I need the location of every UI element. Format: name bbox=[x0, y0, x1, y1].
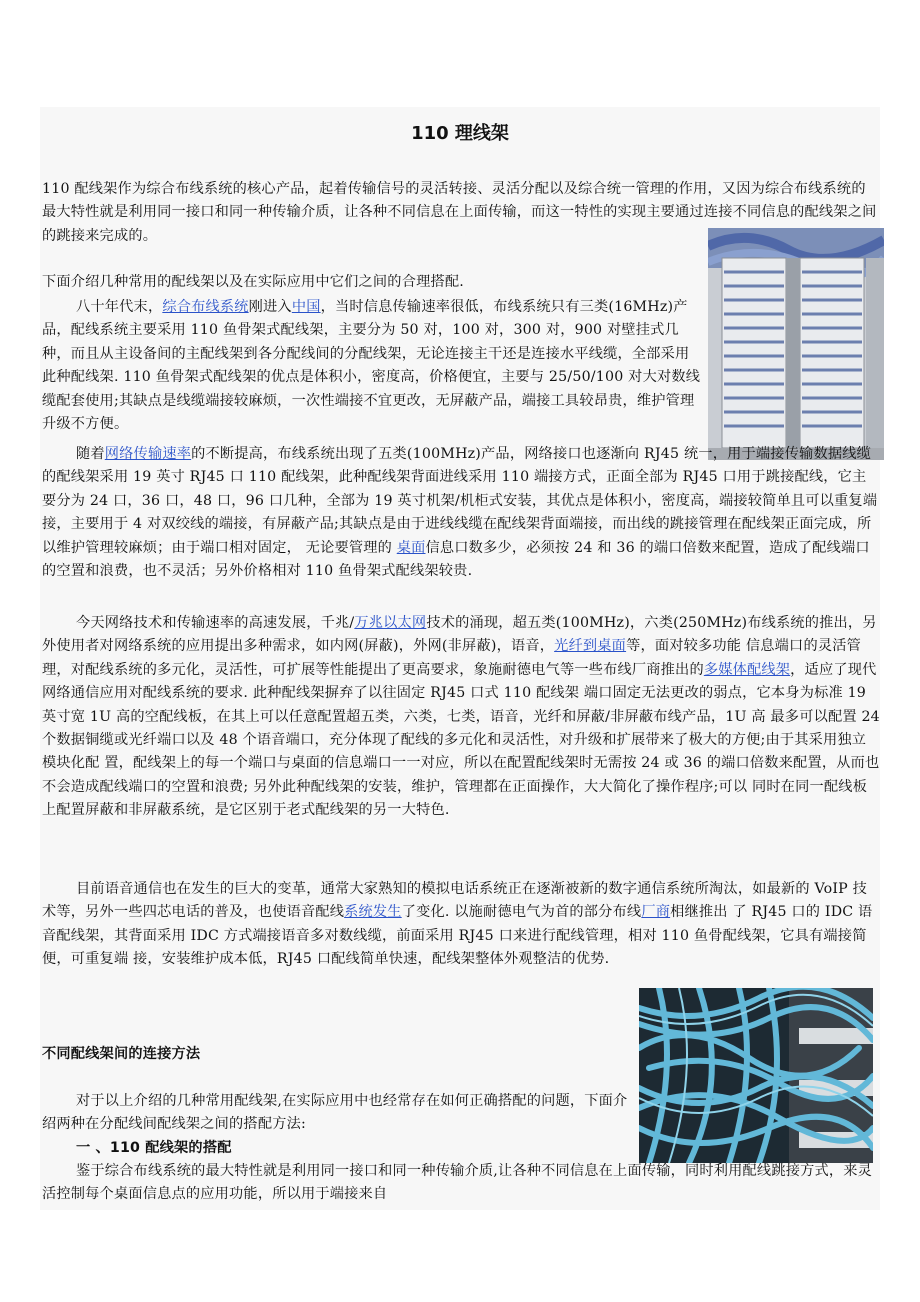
p2-text-b: 的不断提高，布线系统出现了五类(100MHz)产品，网络接口也逐渐向 RJ45 统一，用于端接传输数据线缆的配线架采用 19 英寸 RJ45 口 110 配线架，此种配线架背面进线采用 110 端接方式，正面全部为 RJ45 口用于跳接配线，它主要分为 24 口，36 口，48 口，96 口几种，全部为 19 英寸机架/机柜式安装，其优点是体积小，密度高，端接较简单且可以重复端接，主要用于 4 对双绞线的端接，有屏蔽产品;其缺点是由于进线线缆在配线架背面端接，而出线的跳接管理在配线架正面完成，所以维护管理较麻烦；由于端口相对固定， 无论要管理的 bbox=[42, 446, 878, 556]
paragraph-5 bbox=[42, 1090, 630, 1137]
link-china[interactable]: 中国 bbox=[291, 299, 321, 315]
p3-text-a: 今天网络技术和传输速率的高速发展，千兆/ bbox=[76, 615, 355, 631]
intro-paragraph: 110 配线架作为综合布线系统的核心产品，起着传输信号的灵活转接、灵活分配以及综合统一管理的作用，又因为综合布线系统的最大特性就是利用同一接口和同一种传输介质，让各种不同信息在上面传输，而这一特性的实现主要通过连接不同信息的配线架之间的跳接来完成的。 bbox=[42, 181, 877, 244]
p4-text-c: 相继推出 了 RJ45 口的 IDC 语音配线架，其背面采用 IDC 方式端接语音多对数线缆，前面采用 RJ45 口来进行配线管理，相对 110 鱼骨配线架，它具有端接简便，可重复端 接，安装维护成本低，RJ45 口配线简单快速，配线架整体外观整洁的优势. bbox=[42, 904, 873, 968]
link-system-change[interactable]: 系统发生 bbox=[344, 904, 402, 921]
paragraph-1 bbox=[42, 296, 702, 436]
p1-text-b: 刚进入 bbox=[248, 299, 292, 315]
p3-text-b: 技术的涌现，超五类(100MHz)，六类(250MHz)布线系统的推出，另外使用者对网络系统的应用提出多种需求，如内网(屏蔽)，外网(非屏蔽)，语音， bbox=[42, 615, 877, 655]
link-cabling-system[interactable]: 综合布线系统 bbox=[162, 299, 249, 315]
subheading-block bbox=[76, 1137, 576, 1160]
p4-text-a: 目前语音通信也在发生的巨大的变革，通常大家熟知的模拟电话系统正在逐渐被新的数字通信系统所淘汰，如最新的 VoIP 技术等，另外一些四芯电话的普及，也使语音配线 bbox=[42, 881, 868, 921]
link-vendor[interactable]: 厂商 bbox=[641, 904, 671, 921]
link-desktop[interactable]: 桌面 bbox=[396, 539, 426, 556]
intro2-paragraph: 下面介绍几种常用的配线架以及在实际应用中它们之间的合理搭配. bbox=[42, 274, 464, 290]
link-10g-ethernet[interactable]: 万兆以太网 bbox=[354, 615, 427, 631]
p5-text: 对于以上介绍的几种常用配线架,在实际应用中也经常存在如何正确搭配的问题，下面介绍两种在分配线间配线架之间的搭配方法: bbox=[42, 1093, 628, 1133]
paragraph-6 bbox=[42, 1160, 880, 1207]
p4-text-b: 了变化. 以施耐德电气为首的部分布线 bbox=[401, 904, 642, 921]
link-network-speed[interactable]: 网络传输速率 bbox=[104, 446, 192, 462]
p1-text-a: 八十年代末， bbox=[76, 299, 163, 315]
p2-text-a: 随着 bbox=[76, 446, 105, 462]
section-heading-block bbox=[42, 1043, 602, 1066]
section-heading: 不同配线架间的连接方法 bbox=[42, 1046, 201, 1062]
patch-cable-photo bbox=[639, 988, 873, 1163]
wiring-frame-photo bbox=[708, 228, 884, 460]
p3-text-d: ，适应了现代网络通信应用对配线系统的要求. 此种配线架摒弃了以往固定 RJ45 口式 110 配线架 端口固定无法更改的弱点，它本身为标准 19 英寸宽 1U 高的空配线板，在其上可以任意配置超五类，六类，七类，语音，光纤和屏蔽/非屏蔽布线产品，1U 高 最多可以配置 24 个数据铜缆或光纤端口以及 48 个语音端口，充分体现了配线的多元化和灵活性，对升级和扩展带来了极大的方便;由于其采用独立模块化配 置，配线架上的每一个端口与桌面的信息端口一一对应，所以在配置配线架时无需按 24 或 36 的端口倍数来配置，从而也不会造成配线端口的空置和浪费; 另外此种配线架的安装，维护，管理都在正面操作，大大简化了操作程序;可以 同时在同一配线板上配置屏蔽和非屏蔽系统，是它区别于老式配线架的另一大特色. bbox=[42, 661, 880, 819]
subheading-110: 一 、110 配线架的搭配 bbox=[76, 1140, 232, 1156]
paragraph-4 bbox=[42, 878, 880, 972]
p1-text-c: ，当时信息传输速率很低，布线系统只有三类(16MHz)产品，配线系统主要采用 110 鱼骨架式配线架，主要分为 50 对，100 对，300 对，900 对壁挂式几种，而且从主设备间的主配线架到各分配线间的分配线架，无论连接主干还是连接水平线缆，全部采用此种配线架. 110 鱼骨架式配线架的优点是体积小，密度高，价格便宜，主要与 25/50/100 对大对数线缆配套使用;其缺点是线缆端接较麻烦，一次性端接不宜更改，无屏蔽产品，端接工具较昂贵，维护管理升级不方便。 bbox=[42, 299, 701, 433]
link-fiber-to-desk[interactable]: 光纤到桌面 bbox=[554, 638, 627, 655]
p6-text: 鉴于综合布线系统的最大特性就是利用同一接口和同一种传输介质,让各种不同信息在上面传输，同时利用配线跳接方式，来灵活控制每个桌面信息点的应用功能，所以用于端接来自 bbox=[42, 1163, 873, 1203]
intro2-block bbox=[42, 271, 702, 294]
paragraph-3 bbox=[42, 612, 880, 823]
link-multimedia-panel[interactable]: 多媒体配线架 bbox=[703, 661, 791, 678]
p3-text-c: 等，面对较多功能 信息端口的灵活管理，对配线系统的多元化，灵活性，可扩展等性能提出了更高要求，象施耐德电气等一些布线厂商推出的 bbox=[42, 638, 861, 678]
page-title: 110 理线架 bbox=[411, 123, 509, 144]
p2-text-c: 信息口数多少，必须按 24 和 36 的端口倍数来配置，造成了配线端口的空置和浪费，也不灵活；另外价格相对 110 鱼骨架式配线架较贵. bbox=[42, 539, 870, 580]
paragraph-2 bbox=[42, 443, 880, 583]
